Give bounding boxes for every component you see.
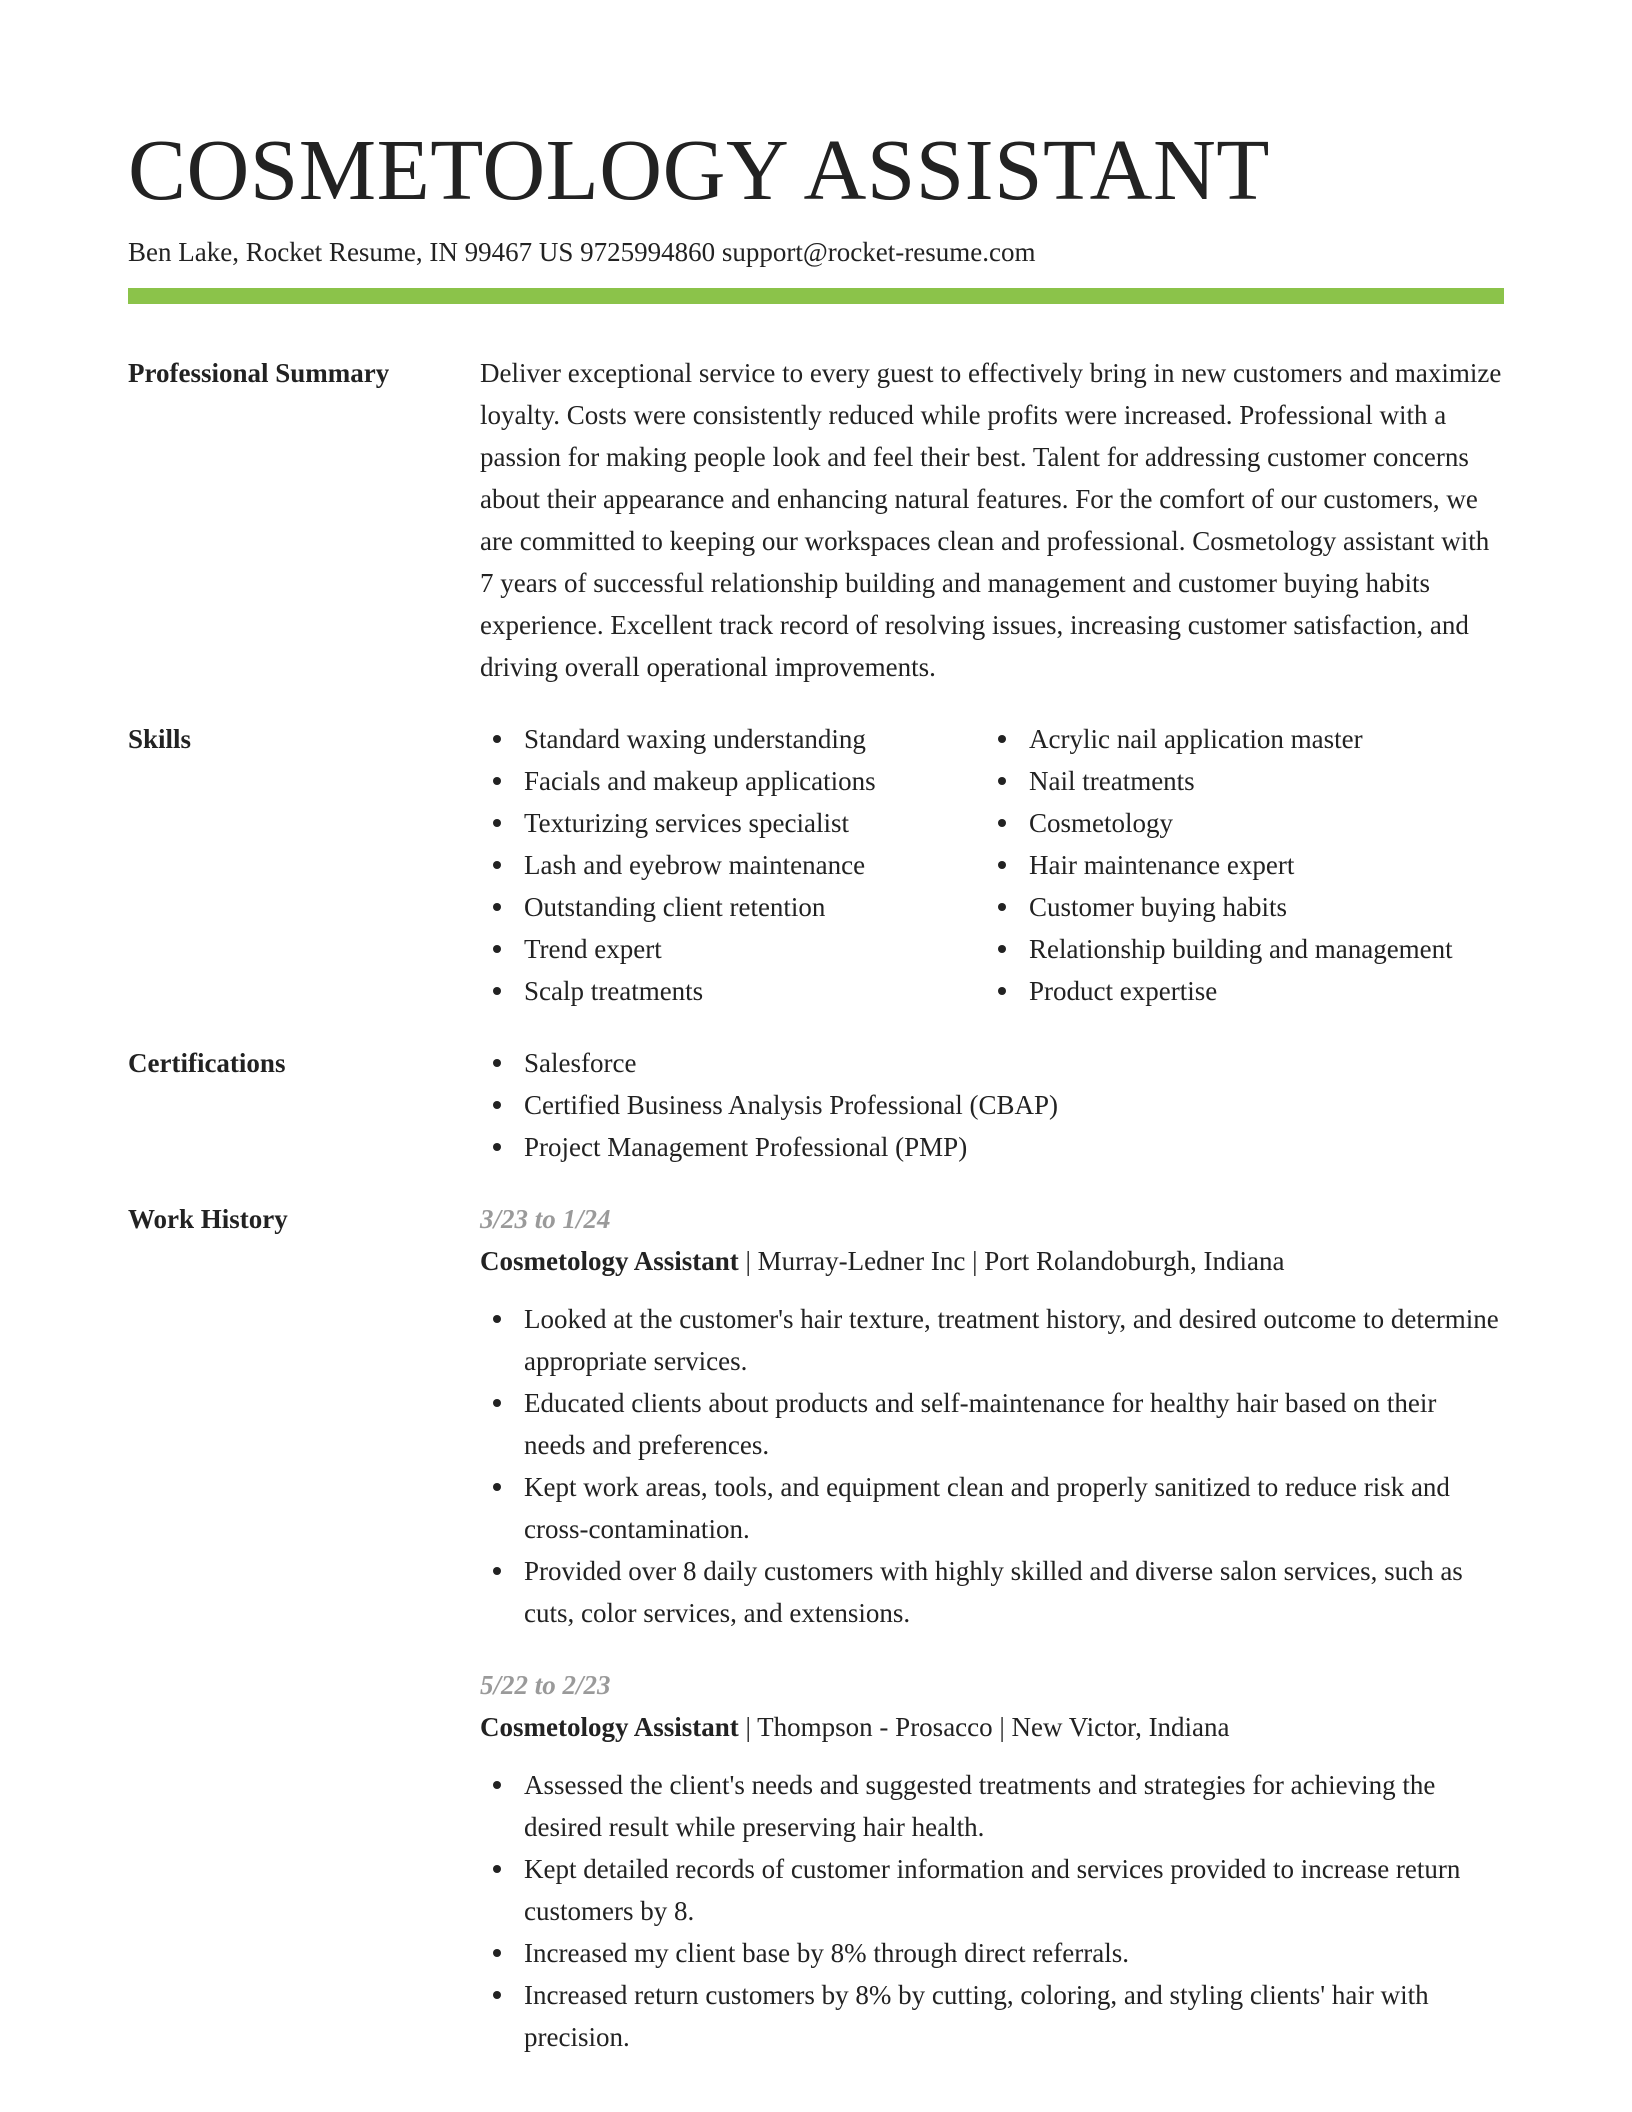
certification-item: Project Management Professional (PMP) (480, 1126, 1504, 1168)
job-bullet: Provided over 8 daily customers with highly skilled and diverse salon services, such as cuts, color services, and extensions. (480, 1550, 1504, 1634)
skill-item: Scalp treatments (480, 970, 985, 1012)
skill-item: Facials and makeup applications (480, 760, 985, 802)
work-history-section (128, 1198, 1504, 2058)
skill-item: Cosmetology (985, 802, 1504, 844)
job-employer-location: | Thompson - Prosacco | New Victor, Indiana (738, 1712, 1230, 1742)
skills-column-2 (985, 718, 1504, 1012)
certifications-body (480, 1042, 1504, 1168)
job-bullet: Increased return customers by 8% by cutting, coloring, and styling clients' hair with precision. (480, 1974, 1504, 2058)
header-divider (128, 288, 1504, 304)
job-bullet: Kept work areas, tools, and equipment clean and properly sanitized to reduce risk and cross-contamination. (480, 1466, 1504, 1550)
job-heading (480, 1706, 1504, 1748)
skill-item: Relationship building and management (985, 928, 1504, 970)
certifications-section (128, 1042, 1504, 1168)
skills-section (128, 718, 1504, 1012)
skill-item: Customer buying habits (985, 886, 1504, 928)
certification-item: Certified Business Analysis Professional (CBAP) (480, 1084, 1504, 1126)
job-bullets (480, 1298, 1504, 1634)
skill-item: Standard waxing understanding (480, 718, 985, 760)
job-bullet: Assessed the client's needs and suggested treatments and strategies for achieving the desired result while preserving hair health. (480, 1764, 1504, 1848)
skill-item: Lash and eyebrow maintenance (480, 844, 985, 886)
skill-item: Hair maintenance expert (985, 844, 1504, 886)
job-title: Cosmetology Assistant (480, 1712, 739, 1742)
skill-item: Acrylic nail application master (985, 718, 1504, 760)
skills-column-1 (480, 718, 985, 1012)
candidate-title: COSMETOLOGY ASSISTANT (128, 121, 1270, 218)
skills-list (480, 718, 1504, 1012)
summary-text: Deliver exceptional service to every guest to effectively bring in new customers and maximize loyalty. Costs were consistently reduced while profits were increased. Professional with a passion for making people look and feel their best. Talent for addressing customer concerns about their appearance and enhancing natural features. For the comfort of our customers, we are committed to keeping our workspaces clean and professional. Cosmetology assistant with 7 years of successful relationship building and management and customer buying habits experience. Excellent track record of resolving issues, increasing customer satisfaction, and driving overall operational improvements. (480, 358, 1502, 682)
certifications-label: Certifications (128, 1048, 286, 1078)
job-bullets (480, 1764, 1504, 2058)
job-bullet: Increased my client base by 8% through direct referrals. (480, 1932, 1504, 1974)
certifications-list (480, 1042, 1504, 1168)
summary-label: Professional Summary (128, 358, 390, 388)
skill-item: Product expertise (985, 970, 1504, 1012)
job-employer-location: | Murray-Ledner Inc | Port Rolandoburgh, Indiana (738, 1246, 1285, 1276)
job-entry (480, 1664, 1504, 2058)
job-dates: 5/22 to 2/23 (480, 1670, 611, 1700)
job-bullet: Looked at the customer's hair texture, treatment history, and desired outcome to determine appropriate services. (480, 1298, 1504, 1382)
job-entry (480, 1198, 1504, 1634)
skill-item: Outstanding client retention (480, 886, 985, 928)
contact-line: Ben Lake, Rocket Resume, IN 99467 US 9725994860 support@rocket-resume.com (128, 237, 1036, 267)
summary-section (128, 352, 1504, 688)
work-history-body (480, 1198, 1504, 2058)
job-bullet: Educated clients about products and self-maintenance for healthy hair based on their needs and preferences. (480, 1382, 1504, 1466)
job-heading (480, 1240, 1504, 1282)
job-bullet: Kept detailed records of customer information and services provided to increase return customers by 8. (480, 1848, 1504, 1932)
skill-item: Trend expert (480, 928, 985, 970)
certification-item: Salesforce (480, 1042, 1504, 1084)
work-history-label: Work History (128, 1204, 288, 1234)
skills-label: Skills (128, 724, 192, 754)
skill-item: Texturizing services specialist (480, 802, 985, 844)
job-dates: 3/23 to 1/24 (480, 1204, 611, 1234)
job-title: Cosmetology Assistant (480, 1246, 739, 1276)
skill-item: Nail treatments (985, 760, 1504, 802)
